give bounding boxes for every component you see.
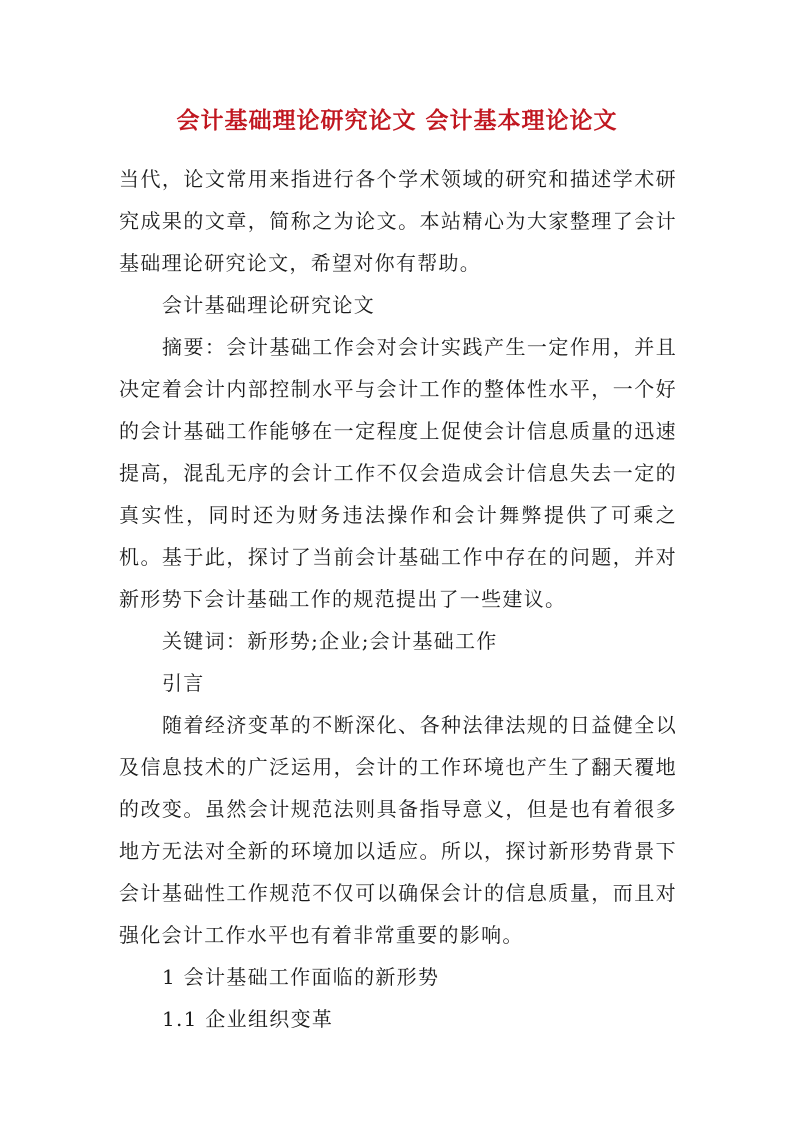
paper-subtitle: 会计基础理论研究论文 [162,293,375,317]
abstract-paragraph: 摘要：会计基础工作会对会计实践产生一定作用，并且决定着会计内部控制水平与会计工作的整体性水平，一个好的会计基础工作能够在一定程度上促使会计信息质量的迅速提高，混乱无序的会计工作不仅会造成会计信息失去一定的真实性，同时还为财务违法操作和会计舞弊提供了可乘之机。基于此，探讨了当前会计基础工作中存在的问题，并对新形势下会计基础工作的规范提出了一些建议。 [119,335,677,611]
introduction-paragraph: 随着经济变革的不断深化、各种法律法规的日益健全以及信息技术的广泛运用，会计的工作环境也产生了翻天覆地的改变。虽然会计规范法则具备指导意义，但是也有着很多地方无法对全新的环境加以适应。所以，探讨新形势背景下会计基础性工作规范不仅可以确保会计的信息质量，而且对强化会计工作水平也有着非常重要的影响。 [119,713,677,947]
keywords-line: 关键词：新形势;企业;会计基础工作 [162,629,498,653]
intro-paragraph: 当代，论文常用来指进行各个学术领域的研究和描述学术研究成果的文章，简称之为论文。本站精心为大家整理了会计基础理论研究论文，希望对你有帮助。 [119,167,677,275]
introduction-heading: 引言 [162,671,205,695]
section-heading: 1 会计基础工作面临的新形势 [162,965,440,989]
document-title: 会计基础理论研究论文 会计基本理论论文 [176,107,618,134]
document-body [119,158,677,1040]
subsection-heading: 1.1 企业组织变革 [162,1007,334,1031]
